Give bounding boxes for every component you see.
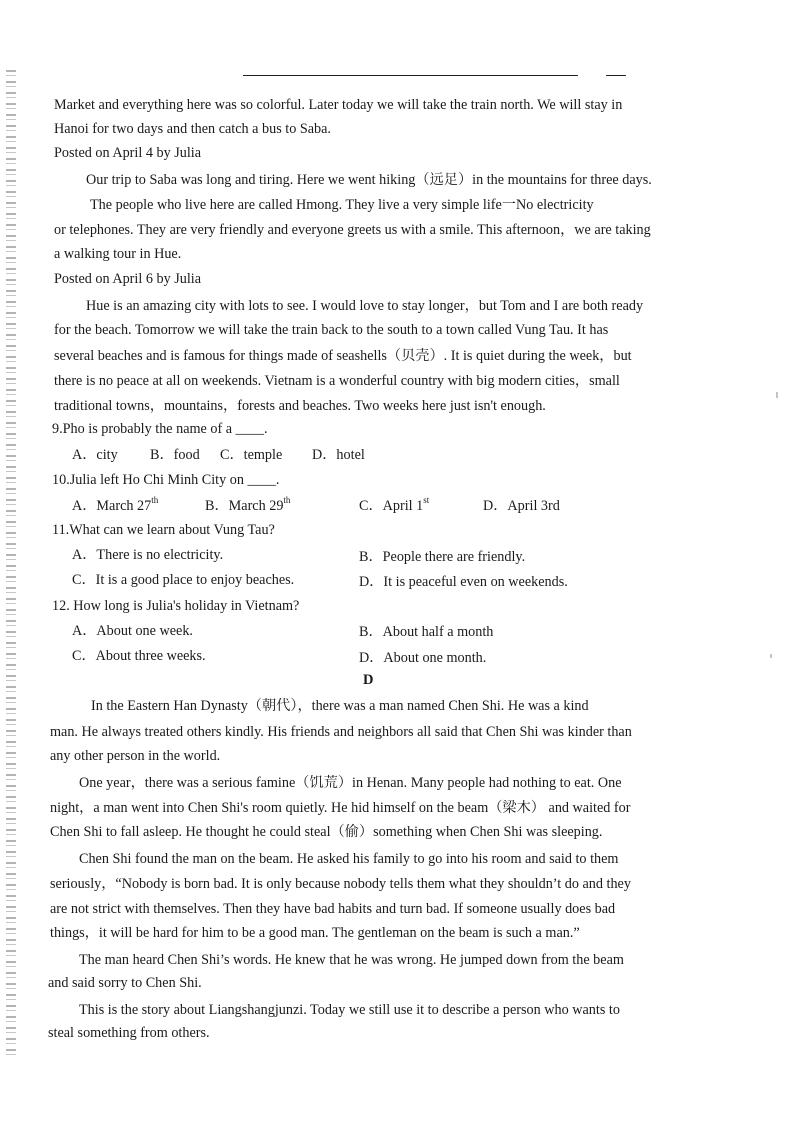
passage-d-line: things，it will be hard for him to be a good man. The gentleman on the beam is such a man.” xyxy=(50,925,580,941)
passage-d-line: night，a man went into Chen Shi's room quietly. He hid himself on the beam（梁木） and waited for xyxy=(50,800,631,816)
passage-d-line: Chen Shi found the man on the beam. He asked his family to go into his room and said to them xyxy=(79,851,619,867)
passage-c-line: a walking tour in Hue. xyxy=(54,246,182,262)
scan-speck xyxy=(776,392,778,398)
scan-speck xyxy=(770,654,772,658)
question-12-option-c: C．About three weeks. xyxy=(72,648,206,664)
passage-d-line: man. He always treated others kindly. His friends and neighbors all said that Chen Shi was kinder than xyxy=(50,724,632,740)
question-9-option-b: B．food xyxy=(150,447,200,463)
question-11-stem: 11.What can we learn about Vung Tau? xyxy=(52,522,275,538)
section-d-heading: D xyxy=(363,672,374,688)
question-9-option-a: A．city xyxy=(72,447,118,463)
question-11-option-b: B．People there are friendly. xyxy=(359,549,526,565)
passage-d-line: steal something from others. xyxy=(48,1025,210,1041)
passage-d-line: are not strict with themselves. Then they have bad habits and turn bad. If someone usually does bad xyxy=(50,901,616,917)
question-9-option-d: D．hotel xyxy=(312,447,365,463)
question-12-option-d: D．About one month. xyxy=(359,650,487,666)
header-rule-short xyxy=(606,75,626,76)
passage-d-line: One year，there was a serious famine（饥荒）in Henan. Many people had nothing to eat. One xyxy=(79,775,622,791)
passage-c-line: The people who live here are called Hmong. They live a very simple life一No electricity xyxy=(90,197,594,213)
question-10-option-c: C．April 1st xyxy=(359,495,430,514)
question-9-option-c: C．temple xyxy=(220,447,283,463)
passage-d-line: any other person in the world. xyxy=(50,748,221,764)
question-10-stem: 10.Julia left Ho Chi Minh City on ____. xyxy=(52,472,280,488)
question-11-option-c: C．It is a good place to enjoy beaches. xyxy=(72,572,295,588)
question-12-option-b: B．About half a month xyxy=(359,624,494,640)
passage-d-line: In the Eastern Han Dynasty（朝代），there was a man named Chen Shi. He was a kind xyxy=(91,698,589,714)
passage-d-line: and said sorry to Chen Shi. xyxy=(48,975,202,991)
passage-c-line: there is no peace at all on weekends. Vietnam is a wonderful country with big modern cities，small xyxy=(54,373,620,389)
question-12-option-a: A．About one week. xyxy=(72,623,193,639)
passage-d-line: seriously，“Nobody is born bad. It is only because nobody tells them what they shouldn’t do and they xyxy=(50,876,631,892)
passage-c-line: Market and everything here was so colorful. Later today we will take the train north. We will stay in xyxy=(54,97,623,113)
passage-c-line: Hanoi for two days and then catch a bus to Saba. xyxy=(54,121,331,137)
binding-margin-strip xyxy=(6,70,16,1060)
question-9-stem: 9.Pho is probably the name of a ____. xyxy=(52,421,268,437)
question-10-option-b: B．March 29th xyxy=(205,495,291,514)
header-rule xyxy=(243,75,578,76)
post-date-april-4: Posted on April 4 by Julia xyxy=(54,145,202,161)
question-11-option-a: A．There is no electricity. xyxy=(72,547,224,563)
passage-c-line: Hue is an amazing city with lots to see. I would love to stay longer，but Tom and I are both ready xyxy=(86,298,644,314)
question-10-option-a: A．March 27th xyxy=(72,495,159,514)
passage-c-line: or telephones. They are very friendly and everyone greets us with a smile. This afternoon，we are taking xyxy=(54,222,651,238)
question-12-stem: 12. How long is Julia's holiday in Vietnam? xyxy=(52,598,300,614)
passage-d-line: This is the story about Liangshangjunzi. Today we still use it to describe a person who wants to xyxy=(79,1002,620,1018)
passage-c-line: for the beach. Tomorrow we will take the train back to the south to a town called Vung Tau. It has xyxy=(54,322,609,338)
question-10-option-d: D．April 3rd xyxy=(483,498,560,514)
question-11-option-d: D．It is peaceful even on weekends. xyxy=(359,574,568,590)
passage-c-line: Our trip to Saba was long and tiring. Here we went hiking（远足）in the mountains for three days. xyxy=(86,172,652,188)
post-date-april-6: Posted on April 6 by Julia xyxy=(54,271,202,287)
passage-c-line: traditional towns，mountains，forests and beaches. Two weeks here just isn't enough. xyxy=(54,398,546,414)
passage-d-line: The man heard Chen Shi’s words. He knew that he was wrong. He jumped down from the beam xyxy=(79,952,624,968)
passage-c-line: several beaches and is famous for things made of seashells（贝壳）. It is quiet during the week，but xyxy=(54,348,632,364)
passage-d-line: Chen Shi to fall asleep. He thought he could steal（偷）something when Chen Shi was sleeping. xyxy=(50,824,603,840)
